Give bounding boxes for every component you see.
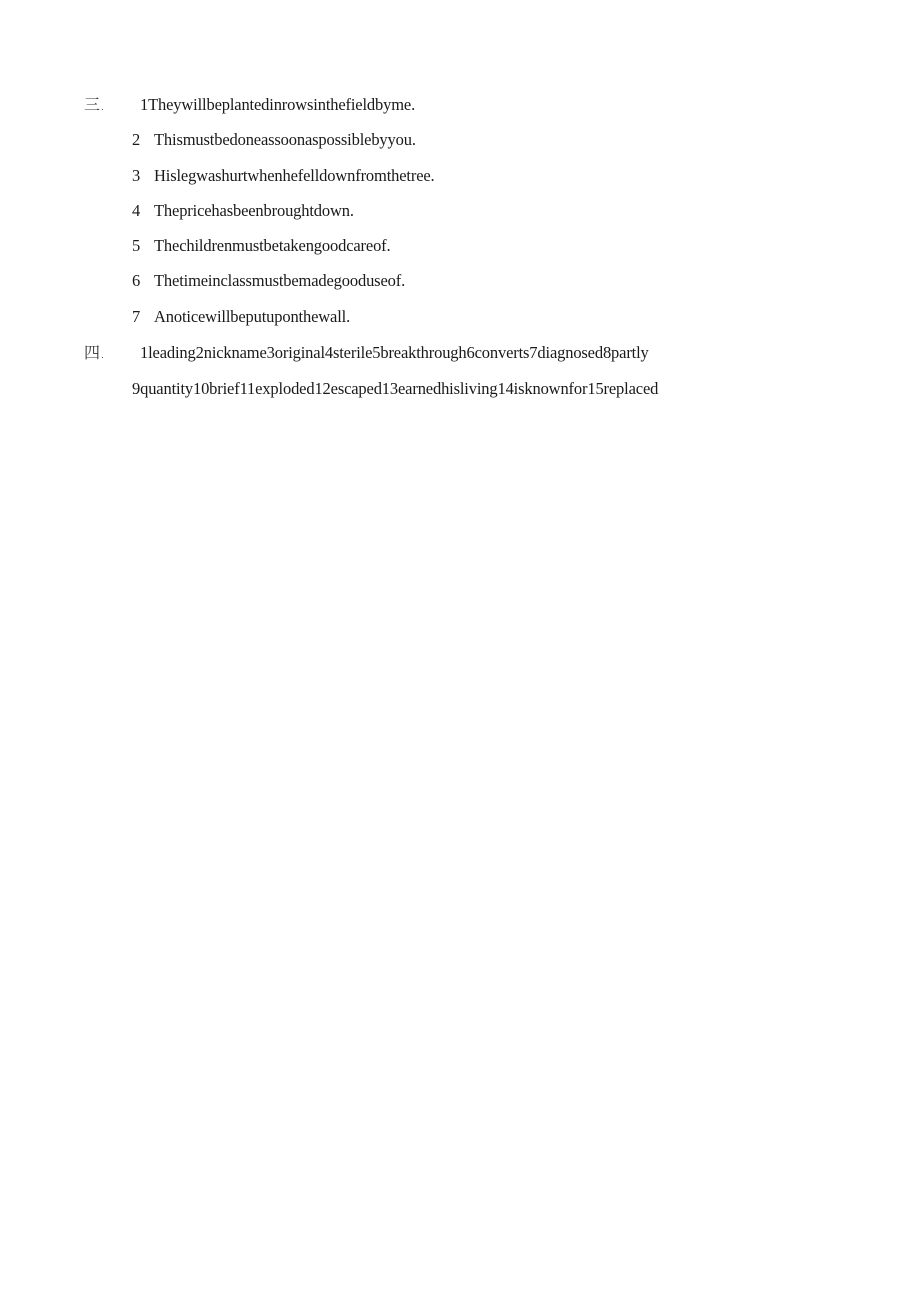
section-3-marker: 三. bbox=[84, 95, 106, 114]
item-text: Thetimeinclassmustbemadegooduseof. bbox=[154, 271, 406, 290]
item-text: Theywillbeplantedinrowsinthefieldbyme. bbox=[148, 95, 416, 114]
section-3-item-7 bbox=[132, 307, 350, 327]
section-4-line-2: 9quantity10brief11exploded12escaped13earnedhisliving14isknownfor15replaced bbox=[132, 379, 659, 398]
item-number: 1 bbox=[140, 95, 149, 114]
section-3-item-1 bbox=[140, 95, 415, 115]
section-3-item-2 bbox=[132, 130, 416, 150]
section-4-marker: 四. bbox=[84, 343, 106, 362]
item-number: 3 bbox=[132, 166, 141, 185]
item-text: Thismustbedoneassoonaspossiblebyyou. bbox=[154, 130, 416, 149]
section-4-line-1: 1leading2nickname3original4sterile5breakthrough6converts7diagnosed8partly bbox=[140, 343, 649, 362]
item-number: 7 bbox=[132, 307, 141, 326]
section-3-item-3 bbox=[132, 166, 435, 186]
item-number: 5 bbox=[132, 236, 141, 255]
section-3-item-5 bbox=[132, 236, 391, 256]
item-number: 4 bbox=[132, 201, 141, 220]
item-text: Anoticewillbeputuponthewall. bbox=[154, 307, 351, 326]
section-3-item-4 bbox=[132, 201, 354, 221]
item-number: 2 bbox=[132, 130, 141, 149]
item-text: Thepricehasbeenbroughtdown. bbox=[154, 201, 354, 220]
item-number: 6 bbox=[132, 271, 141, 290]
item-text: Thechildrenmustbetakengoodcareof. bbox=[154, 236, 391, 255]
item-text: Hislegwashurtwhenhefelldownfromthetree. bbox=[154, 166, 435, 185]
section-3-item-6 bbox=[132, 271, 405, 291]
